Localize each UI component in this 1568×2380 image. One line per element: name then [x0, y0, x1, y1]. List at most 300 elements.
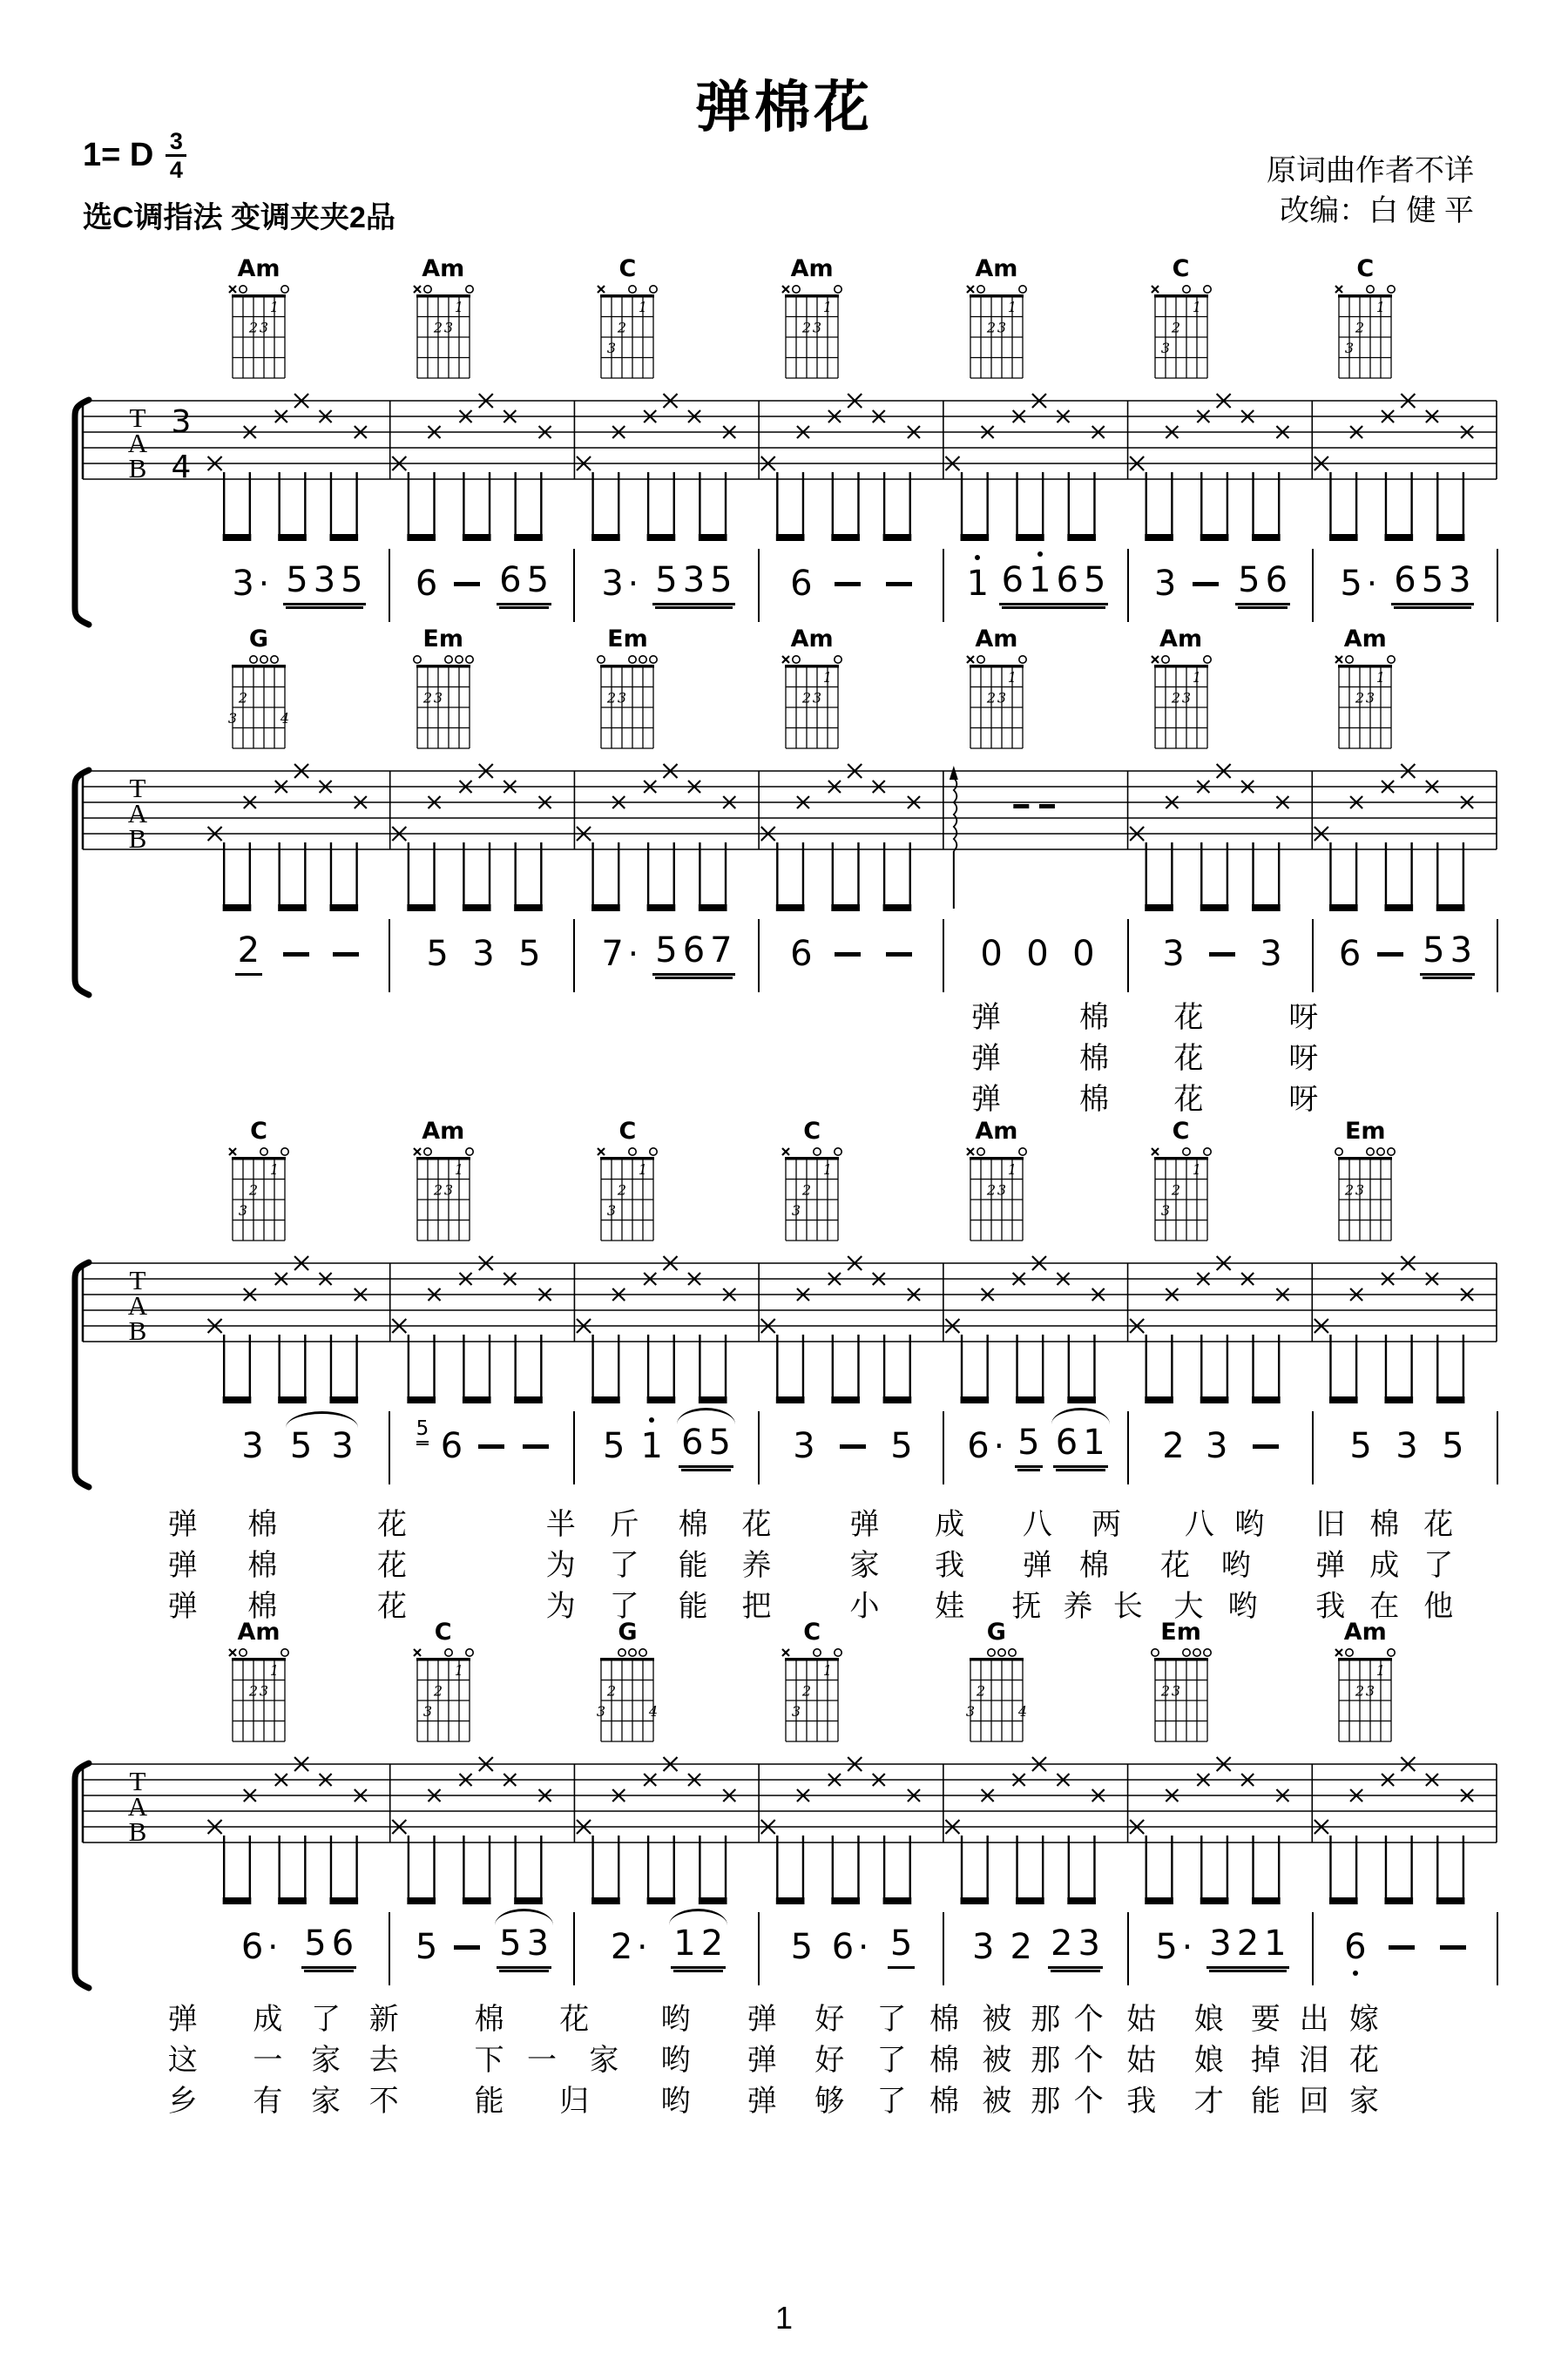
lyric-syllable: 把	[741, 1590, 772, 1623]
duration-dash	[835, 582, 861, 586]
lyric-syllable: 棉	[678, 1508, 708, 1541]
lyric-syllable: 弹	[971, 1042, 1001, 1075]
jianpu-note: 1	[1029, 563, 1051, 598]
chord-diagram-am	[220, 257, 297, 386]
svg-text:2: 2	[248, 319, 259, 336]
chord-grid	[405, 1145, 482, 1244]
lyric-syllable: 娘	[1193, 2003, 1224, 2036]
grace-note: 5	[416, 1417, 429, 1440]
jianpu-note: 5	[1442, 1426, 1464, 1466]
time-bottom: 4	[169, 157, 183, 184]
augmentation-dot: ·	[627, 935, 639, 973]
jianpu-note: 3	[1153, 564, 1177, 604]
lyric-syllable: 家	[311, 2044, 341, 2077]
chord-name: Em	[1344, 1118, 1386, 1145]
chord-name: G	[248, 625, 269, 652]
lyric-syllable: 养	[741, 1549, 772, 1582]
svg-text:B: B	[128, 1315, 147, 1346]
lyric-syllable: 泪	[1299, 2044, 1329, 2077]
tab-system-3	[78, 1118, 1524, 1623]
jianpu-note: 1	[641, 1429, 663, 1464]
chord-diagram-am	[1327, 627, 1403, 756]
augmentation-dot: ·	[267, 1928, 279, 1966]
jianpu-note: 2	[700, 1923, 724, 1964]
chord-name: Am	[1343, 1619, 1387, 1646]
svg-text:1: 1	[269, 1661, 280, 1679]
lyric-syllable: 弹	[167, 2003, 198, 2036]
lyric-syllable: 了	[311, 2003, 341, 2036]
jianpu-note: 1	[1083, 1422, 1105, 1463]
jianpu-note: 3	[472, 934, 495, 974]
svg-text:1: 1	[269, 1160, 280, 1178]
chord-grid	[774, 282, 850, 382]
lyrics-row-3	[122, 1075, 1472, 1116]
beamed-note-group	[652, 930, 734, 976]
chord-name: Am	[790, 255, 834, 282]
lyric-syllable: 了	[876, 2044, 907, 2077]
lyric-syllable: 哟	[660, 2044, 691, 2077]
jianpu-note: 5	[890, 1426, 913, 1466]
chord-diagram-am	[958, 257, 1035, 386]
jianpu-note: 1	[673, 1923, 696, 1964]
lyric-syllable: 抚	[1011, 1590, 1042, 1623]
capo-note: 选C调指法 变调夹夹2品	[83, 201, 395, 234]
svg-text:2: 2	[607, 1682, 617, 1700]
lyric-syllable: 去	[368, 2044, 399, 2077]
lyric-syllable: 我	[1315, 1590, 1346, 1623]
lyric-syllable: 了	[609, 1549, 639, 1582]
svg-text:2: 2	[1171, 689, 1180, 707]
duration-dash	[1193, 582, 1219, 586]
notation-measure	[1314, 919, 1497, 992]
chord-name: C	[250, 1118, 267, 1145]
lyrics-row-2	[122, 1541, 1472, 1582]
lyric-syllable: 花	[1349, 2044, 1379, 2077]
chord-grid	[1327, 1145, 1403, 1244]
time-top: 3	[169, 128, 183, 154]
jianpu-note: 3	[241, 1426, 264, 1466]
chord-grid	[1327, 652, 1403, 752]
chord-name: Am	[790, 625, 834, 652]
chord-diagram-g	[958, 1620, 1035, 1749]
jianpu-note: 7 ·	[601, 934, 639, 974]
svg-text:3: 3	[259, 1682, 269, 1700]
svg-text:2: 2	[433, 319, 443, 336]
chord-grid	[1327, 282, 1403, 382]
jianpu-note: 5	[341, 559, 363, 600]
chord-diagram-em	[405, 627, 482, 756]
lyric-syllable: 能	[678, 1549, 708, 1582]
jianpu-note: 5	[708, 1422, 731, 1463]
beamed-note-group	[235, 930, 262, 976]
beamed-note-group	[301, 1923, 356, 1969]
svg-text:T: T	[129, 402, 146, 433]
svg-text:3: 3	[433, 689, 443, 707]
svg-text:3: 3	[1181, 689, 1191, 707]
jianpu-note: 2	[1236, 1923, 1260, 1964]
jianpu-note: 5	[889, 1923, 913, 1964]
svg-text:1: 1	[454, 1160, 463, 1178]
svg-text:2: 2	[986, 319, 996, 336]
augmentation-dot: ·	[627, 565, 639, 603]
beamed-note-group	[679, 1422, 733, 1468]
lyric-syllable: 那	[1031, 2085, 1061, 2118]
svg-text:A: A	[127, 1791, 148, 1822]
duration-dash	[454, 1945, 480, 1950]
svg-text:B: B	[128, 453, 147, 483]
jianpu-note: 6	[790, 934, 813, 974]
jianpu-note: 3	[526, 1923, 550, 1964]
notation-measure	[944, 919, 1129, 992]
jianpu-note: 3 ·	[232, 564, 269, 604]
jianpu-note: 0	[980, 934, 1003, 974]
lyric-syllable: 弹	[747, 2044, 777, 2077]
lyrics-row-3	[122, 2077, 1472, 2118]
svg-text:4: 4	[171, 450, 192, 485]
notation-measure	[1129, 919, 1314, 992]
notation-measure	[206, 1411, 390, 1484]
svg-text:1: 1	[1192, 668, 1201, 686]
svg-text:2: 2	[433, 1181, 443, 1199]
svg-text:3: 3	[965, 1702, 975, 1720]
lyric-syllable: 弹	[167, 1508, 198, 1541]
svg-text:2: 2	[802, 1682, 812, 1700]
svg-text:4: 4	[649, 1702, 659, 1720]
svg-text:2: 2	[1355, 1682, 1365, 1700]
chord-diagram-am	[405, 257, 482, 386]
svg-text:3: 3	[1366, 1682, 1375, 1700]
augmentation-dot: ·	[1366, 565, 1377, 603]
lyric-syllable: 掉	[1250, 2044, 1281, 2077]
beamed-note-group	[652, 559, 734, 605]
lyrics-row-1	[122, 993, 1472, 1034]
lyric-syllable: 弹	[849, 1508, 880, 1541]
lyric-syllable: 两	[1091, 1508, 1121, 1541]
svg-text:1: 1	[639, 1160, 648, 1178]
notation-measure	[760, 549, 944, 622]
svg-text:3: 3	[422, 1702, 432, 1720]
jianpu-note: 3	[1260, 934, 1282, 974]
chord-grid	[1143, 1646, 1220, 1745]
svg-text:1: 1	[639, 298, 648, 315]
jianpu-note: 6	[1056, 559, 1078, 600]
chord-diagram-c	[220, 1119, 297, 1248]
svg-text:2: 2	[802, 1181, 812, 1199]
lyric-syllable: 姑	[1126, 2003, 1157, 2036]
notation-measure	[1314, 1912, 1497, 1985]
duration-dash	[1209, 952, 1235, 957]
jianpu-note: 5	[1238, 559, 1260, 600]
lyric-syllable: 家	[1349, 2085, 1379, 2118]
lyric-syllable: 大	[1173, 1590, 1204, 1623]
svg-text:3: 3	[1345, 339, 1355, 356]
lyric-syllable: 花	[377, 1590, 407, 1623]
lyric-syllable: 花	[377, 1549, 407, 1582]
notation-measure	[575, 549, 760, 622]
chord-name: Am	[237, 255, 280, 282]
lyric-syllable: 花	[1173, 1001, 1204, 1034]
lyric-syllable: 嫁	[1349, 2003, 1379, 2036]
chord-diagram-c	[1143, 1119, 1220, 1248]
jianpu-note: 6	[1344, 1930, 1366, 1964]
chord-name: G	[986, 1619, 1006, 1646]
notation-measure	[1314, 1411, 1497, 1484]
chord-name: C	[1172, 255, 1190, 282]
lyric-syllable: 哟	[1220, 1549, 1251, 1582]
lyric-syllable: 棉	[247, 1508, 278, 1541]
jianpu-note: 3	[972, 1927, 995, 1967]
key-text: 1= D	[83, 137, 154, 174]
octave-dot-low	[1353, 1971, 1358, 1976]
chord-grid	[220, 1646, 297, 1745]
svg-text:3: 3	[607, 339, 617, 356]
lyric-syllable: 姑	[1126, 2044, 1157, 2077]
svg-text:A: A	[127, 1290, 148, 1321]
svg-text:1: 1	[1376, 1661, 1386, 1679]
notation-measure	[760, 1411, 944, 1484]
lyric-syllable: 好	[814, 2003, 845, 2036]
beamed-note-group	[1420, 930, 1475, 976]
chord-name: Em	[422, 625, 463, 652]
jianpu-note: 5	[1423, 930, 1445, 970]
chord-diagram-em	[1143, 1620, 1220, 1749]
lyric-syllable: 小	[849, 1590, 880, 1623]
svg-text:4: 4	[280, 709, 290, 727]
lyric-syllable: 了	[876, 2085, 907, 2118]
lyric-syllable: 能	[678, 1590, 708, 1623]
jianpu-note: 3	[1205, 1426, 1228, 1466]
notation-measure	[390, 1912, 575, 1985]
beamed-note-group	[1048, 1923, 1103, 1969]
lyric-syllable: 在	[1369, 1590, 1400, 1623]
jianpu-note: 5	[304, 1923, 327, 1964]
augmentation-dot: ·	[258, 565, 269, 603]
lyric-syllable: 棉	[1369, 1508, 1400, 1541]
duration-dash	[886, 952, 912, 957]
chord-name: Am	[237, 1619, 280, 1646]
lyric-syllable: 弹	[747, 2085, 777, 2118]
duration-dash	[835, 952, 861, 957]
beamed-note-group	[999, 559, 1109, 605]
chord-grid	[1143, 1145, 1220, 1244]
lyric-syllable: 好	[814, 2044, 845, 2077]
svg-text:1: 1	[1376, 298, 1386, 315]
octave-dot-high	[1037, 551, 1043, 557]
notation-measure	[390, 919, 575, 992]
lyrics-row-3	[122, 1582, 1472, 1623]
lyric-syllable: 花	[1160, 1549, 1190, 1582]
lyric-syllable: 弹	[167, 1549, 198, 1582]
duration-dash	[1389, 1945, 1415, 1950]
jianpu-note: 6	[681, 1422, 704, 1463]
svg-text:T: T	[129, 1265, 146, 1295]
lyric-syllable: 个	[1073, 2044, 1104, 2077]
notation-measure	[575, 1411, 760, 1484]
chord-grid	[1143, 652, 1220, 752]
jianpu-note: 3 ·	[601, 564, 639, 604]
jianpu-note: 5	[1083, 559, 1106, 600]
notation-measure	[1129, 549, 1314, 622]
chord-name: Am	[975, 255, 1018, 282]
lyric-syllable: 个	[1073, 2085, 1104, 2118]
svg-text:3: 3	[259, 319, 269, 336]
jianpu-note: 3	[1078, 1923, 1100, 1964]
svg-text:A: A	[127, 428, 148, 458]
notation-line	[206, 1411, 1498, 1484]
svg-text:1: 1	[1007, 668, 1017, 686]
lyric-syllable: 他	[1423, 1590, 1454, 1623]
lyric-syllable: 我	[1126, 2085, 1157, 2118]
duration-dash	[886, 582, 912, 586]
key-signature	[83, 129, 186, 183]
chord-name: C	[1356, 255, 1375, 282]
lyric-syllable: 为	[545, 1590, 576, 1623]
jianpu-note: 5	[426, 934, 449, 974]
song-title: 弹棉花	[695, 76, 873, 139]
svg-text:A: A	[127, 798, 148, 828]
svg-text:2: 2	[986, 1181, 996, 1199]
chord-grid	[774, 1145, 850, 1244]
svg-text:2: 2	[1355, 689, 1365, 707]
duration-dash	[1377, 952, 1403, 957]
octave-dot-high	[975, 555, 980, 560]
chord-diagram-c	[405, 1620, 482, 1749]
lyric-syllable: 不	[368, 2085, 399, 2118]
jianpu-note: 5	[499, 1923, 522, 1964]
jianpu-note: 1	[967, 566, 989, 601]
tab-system-4	[78, 1619, 1524, 2118]
lyric-syllable: 花	[377, 1508, 407, 1541]
augmentation-dot: ·	[637, 1928, 648, 1966]
svg-text:3: 3	[171, 404, 192, 440]
credit-original: 原词曲作者不详	[1267, 154, 1474, 187]
svg-text:2: 2	[1355, 319, 1365, 336]
chord-diagram-am	[220, 1620, 297, 1749]
jianpu-note: 3	[331, 1426, 354, 1466]
svg-text:1: 1	[1192, 298, 1201, 315]
jianpu-note: 1	[1264, 1923, 1287, 1964]
svg-text:2: 2	[1345, 1181, 1355, 1199]
jianpu-note: 5	[655, 559, 678, 600]
beamed-note-group	[1015, 1422, 1042, 1468]
lyric-syllable: 被	[982, 2044, 1012, 2077]
beamed-note-group	[497, 559, 551, 605]
chord-name: C	[618, 255, 637, 282]
svg-text:4: 4	[1017, 1702, 1027, 1720]
chord-name: C	[803, 1619, 821, 1646]
lyric-syllable: 家	[849, 1549, 880, 1582]
jianpu-note: 5	[1421, 559, 1444, 600]
notation-line	[206, 1912, 1498, 1985]
jianpu-note: 6	[1265, 559, 1288, 600]
lyric-syllable: 棉	[474, 2003, 504, 2036]
notation-line	[206, 549, 1498, 622]
chord-name: Em	[607, 625, 648, 652]
lyric-syllable: 呀	[1288, 1001, 1319, 1034]
svg-text:1: 1	[823, 668, 833, 686]
svg-text:2: 2	[248, 1181, 259, 1199]
notation-measure	[944, 549, 1129, 622]
octave-dot-high	[649, 1417, 654, 1423]
chord-name: Am	[975, 625, 1018, 652]
notation-measure	[1314, 549, 1497, 622]
lyric-syllable: 棉	[247, 1590, 278, 1623]
notation-measure	[206, 1912, 390, 1985]
jianpu-note: 5 ·	[1340, 564, 1377, 604]
lyric-syllable: 乡	[167, 2085, 198, 2118]
svg-text:1: 1	[823, 1160, 833, 1178]
jianpu-note: 6	[331, 1923, 355, 1964]
svg-text:2: 2	[607, 689, 617, 707]
chord-grid	[958, 282, 1035, 382]
jianpu-note: 5	[518, 934, 541, 974]
duration-dash	[333, 952, 359, 957]
jianpu-note: 3	[1449, 559, 1471, 600]
jianpu-note: 3	[1209, 1923, 1232, 1964]
svg-text:1: 1	[454, 1661, 463, 1679]
lyric-syllable: 弹	[971, 1083, 1001, 1116]
chord-grid	[589, 282, 666, 382]
jianpu-note: 6	[440, 1426, 463, 1466]
augmentation-dot: ·	[858, 1928, 869, 1966]
chord-diagram-c	[774, 1119, 850, 1248]
svg-text:1: 1	[1007, 1160, 1017, 1178]
notation-measure	[206, 549, 390, 622]
augmentation-dot: ·	[1181, 1928, 1193, 1966]
lyric-syllable: 花	[1173, 1083, 1204, 1116]
chord-grid	[405, 1646, 482, 1745]
jianpu-note: 3	[682, 559, 706, 600]
chord-grid	[958, 1646, 1035, 1745]
beamed-note-group	[497, 1923, 551, 1969]
svg-text:2: 2	[802, 319, 812, 336]
svg-text:3: 3	[997, 319, 1006, 336]
chord-diagram-c	[1327, 257, 1403, 386]
lyric-syllable: 棉	[1079, 1549, 1109, 1582]
svg-text:2: 2	[248, 1682, 259, 1700]
svg-text:B: B	[128, 823, 147, 854]
lyric-syllable: 了	[876, 2003, 907, 2036]
lyric-syllable: 棉	[929, 2003, 959, 2036]
jianpu-note: 6	[1338, 934, 1362, 974]
lyric-syllable: 花	[741, 1508, 772, 1541]
svg-text:2: 2	[1160, 1682, 1170, 1700]
svg-text:3: 3	[443, 319, 453, 336]
svg-text:3: 3	[1160, 339, 1170, 356]
lyric-syllable: 弹	[1315, 1549, 1346, 1582]
notation-measure	[1129, 1912, 1314, 1985]
lyric-syllable: 出	[1299, 2003, 1329, 2036]
lyric-syllable: 一	[253, 2044, 283, 2077]
lyric-syllable: 花	[1173, 1042, 1204, 1075]
jianpu-note: 5	[1017, 1422, 1040, 1463]
svg-text:T: T	[129, 1766, 146, 1796]
svg-text:2: 2	[802, 689, 812, 707]
chord-grid	[220, 282, 297, 382]
jianpu-note: 5	[286, 559, 308, 600]
lyric-syllable: 要	[1250, 2003, 1281, 2036]
svg-text:3: 3	[238, 1201, 248, 1219]
lyric-syllable: 花	[559, 2003, 590, 2036]
lyric-syllable: 斤	[609, 1508, 639, 1541]
svg-text:3: 3	[443, 1181, 453, 1199]
lyric-syllable: 弹	[1022, 1549, 1052, 1582]
duration-dash	[1440, 1945, 1466, 1950]
chord-grid	[958, 652, 1035, 752]
beamed-note-group	[1235, 559, 1290, 605]
lyric-syllable: 了	[1423, 1549, 1454, 1582]
chord-grid	[1327, 1646, 1403, 1745]
